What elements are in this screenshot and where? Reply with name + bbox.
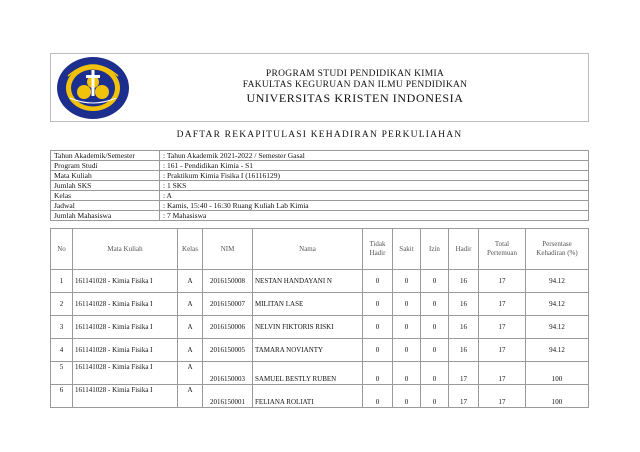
cell-no: 2: [51, 293, 73, 316]
cell-absent: 0: [363, 362, 393, 385]
cell-percentage: 100: [526, 385, 589, 408]
cell-present: 17: [449, 385, 479, 408]
info-key: Jumlah SKS: [51, 181, 160, 191]
column-header: NIM: [203, 229, 253, 270]
column-header: Persentase Kehadiran (%): [526, 229, 589, 270]
info-row: [51, 161, 589, 171]
cell-percentage: 100: [526, 362, 589, 385]
info-value: : 7 Mahasiswa: [160, 211, 589, 221]
info-row: [51, 181, 589, 191]
table-row: [51, 316, 589, 339]
header-line-2: FAKULTAS KEGURUAN DAN ILMU PENDIDIKAN: [242, 80, 468, 90]
cell-absent: 0: [363, 339, 393, 362]
cell-class: A: [178, 293, 203, 316]
cell-sick: 0: [393, 362, 421, 385]
info-key: Jumlah Mahasiswa: [51, 211, 160, 221]
info-row: [51, 151, 589, 161]
cell-absent: 0: [363, 270, 393, 293]
cell-permit: 0: [421, 385, 449, 408]
info-value: : A: [160, 191, 589, 201]
cell-course: 161141028 - Kimia Fisika I: [73, 362, 178, 385]
cell-absent: 0: [363, 316, 393, 339]
column-header: Tidak Hadir: [363, 229, 393, 270]
column-header: No: [51, 229, 73, 270]
cell-present: 16: [449, 270, 479, 293]
cell-present: 16: [449, 316, 479, 339]
cell-course: 161141028 - Kimia Fisika I: [73, 339, 178, 362]
info-row: [51, 201, 589, 211]
cell-percentage: 94.12: [526, 270, 589, 293]
column-header: Hadir: [449, 229, 479, 270]
cell-percentage: 94.12: [526, 339, 589, 362]
cell-class: A: [178, 385, 203, 408]
cell-nim: 2016150008: [203, 270, 253, 293]
cell-sick: 0: [393, 339, 421, 362]
column-header: Kelas: [178, 229, 203, 270]
cell-percentage: 94.12: [526, 293, 589, 316]
cell-permit: 0: [421, 270, 449, 293]
cell-class: A: [178, 362, 203, 385]
table-row: [51, 385, 589, 408]
institution-header: [140, 69, 570, 105]
table-row: [51, 270, 589, 293]
info-key: Jadwal: [51, 201, 160, 211]
cell-total: 17: [479, 293, 526, 316]
table-row: [51, 362, 589, 385]
table-row: [51, 339, 589, 362]
cell-permit: 0: [421, 293, 449, 316]
info-row: [51, 211, 589, 221]
cell-present: 16: [449, 339, 479, 362]
info-row: [51, 171, 589, 181]
cell-name: MILITAN LASE: [253, 293, 363, 316]
cell-present: 16: [449, 293, 479, 316]
document-title: DAFTAR REKAPITULASI KEHADIRAN PERKULIAHAN: [176, 130, 463, 140]
cell-course: 161141028 - Kimia Fisika I: [73, 385, 178, 408]
cell-total: 17: [479, 270, 526, 293]
course-info-table: [50, 150, 589, 221]
cell-nim: 2016150005: [203, 339, 253, 362]
cell-total: 17: [479, 362, 526, 385]
column-header: Izin: [421, 229, 449, 270]
info-value: : Tahun Akademik 2021-2022 / Semester Gasal: [160, 151, 589, 161]
cell-sick: 0: [393, 385, 421, 408]
cell-no: 4: [51, 339, 73, 362]
column-header: Sakit: [393, 229, 421, 270]
cell-sick: 0: [393, 293, 421, 316]
table-header-row: [51, 229, 589, 270]
info-value: : Praktikum Kimia Fisika I (16116129): [160, 171, 589, 181]
cell-permit: 0: [421, 316, 449, 339]
cell-name: TAMARA NOVIANTY: [253, 339, 363, 362]
university-logo-icon: [54, 56, 132, 120]
column-header: Total Pertemuan: [479, 229, 526, 270]
attendance-table: [50, 228, 589, 408]
header-line-3: UNIVERSITAS KRISTEN INDONESIA: [246, 91, 464, 105]
cell-course: 161141028 - Kimia Fisika I: [73, 293, 178, 316]
cell-nim: 2016150006: [203, 316, 253, 339]
cell-no: 1: [51, 270, 73, 293]
cell-permit: 0: [421, 339, 449, 362]
info-key: Tahun Akademik/Semester: [51, 151, 160, 161]
cell-permit: 0: [421, 362, 449, 385]
cell-no: 6: [51, 385, 73, 408]
cell-total: 17: [479, 339, 526, 362]
column-header: Nama: [253, 229, 363, 270]
cell-no: 3: [51, 316, 73, 339]
info-value: : 161 - Pendidikan Kimia - S1: [160, 161, 589, 171]
info-key: Kelas: [51, 191, 160, 201]
column-header: Mata Kuliah: [73, 229, 178, 270]
cell-percentage: 94.12: [526, 316, 589, 339]
cell-present: 17: [449, 362, 479, 385]
cell-class: A: [178, 316, 203, 339]
info-value: : 1 SKS: [160, 181, 589, 191]
cell-absent: 0: [363, 293, 393, 316]
header-line-1: PROGRAM STUDI PENDIDIKAN KIMIA: [265, 69, 445, 79]
cell-course: 161141028 - Kimia Fisika I: [73, 316, 178, 339]
cell-class: A: [178, 339, 203, 362]
cell-class: A: [178, 270, 203, 293]
cell-nim: 2016150007: [203, 293, 253, 316]
info-key: Mata Kuliah: [51, 171, 160, 181]
cell-course: 161141028 - Kimia Fisika I: [73, 270, 178, 293]
cell-nim: 2016150001: [203, 385, 253, 408]
cell-total: 17: [479, 316, 526, 339]
table-row: [51, 293, 589, 316]
cell-sick: 0: [393, 270, 421, 293]
info-row: [51, 191, 589, 201]
cell-name: NELVIN FIKTORIS RISKI: [253, 316, 363, 339]
info-value: : Kamis, 15:40 - 16:30 Ruang Kuliah Lab Kimia: [160, 201, 589, 211]
cell-name: SAMUEL BESTLY RUBEN: [253, 362, 363, 385]
info-key: Program Studi: [51, 161, 160, 171]
cell-name: FELIANA ROLIATI: [253, 385, 363, 408]
cell-no: 5: [51, 362, 73, 385]
cell-nim: 2016150003: [203, 362, 253, 385]
cell-total: 17: [479, 385, 526, 408]
cell-name: NESTAN HANDAYANI N: [253, 270, 363, 293]
cell-sick: 0: [393, 316, 421, 339]
cell-absent: 0: [363, 385, 393, 408]
